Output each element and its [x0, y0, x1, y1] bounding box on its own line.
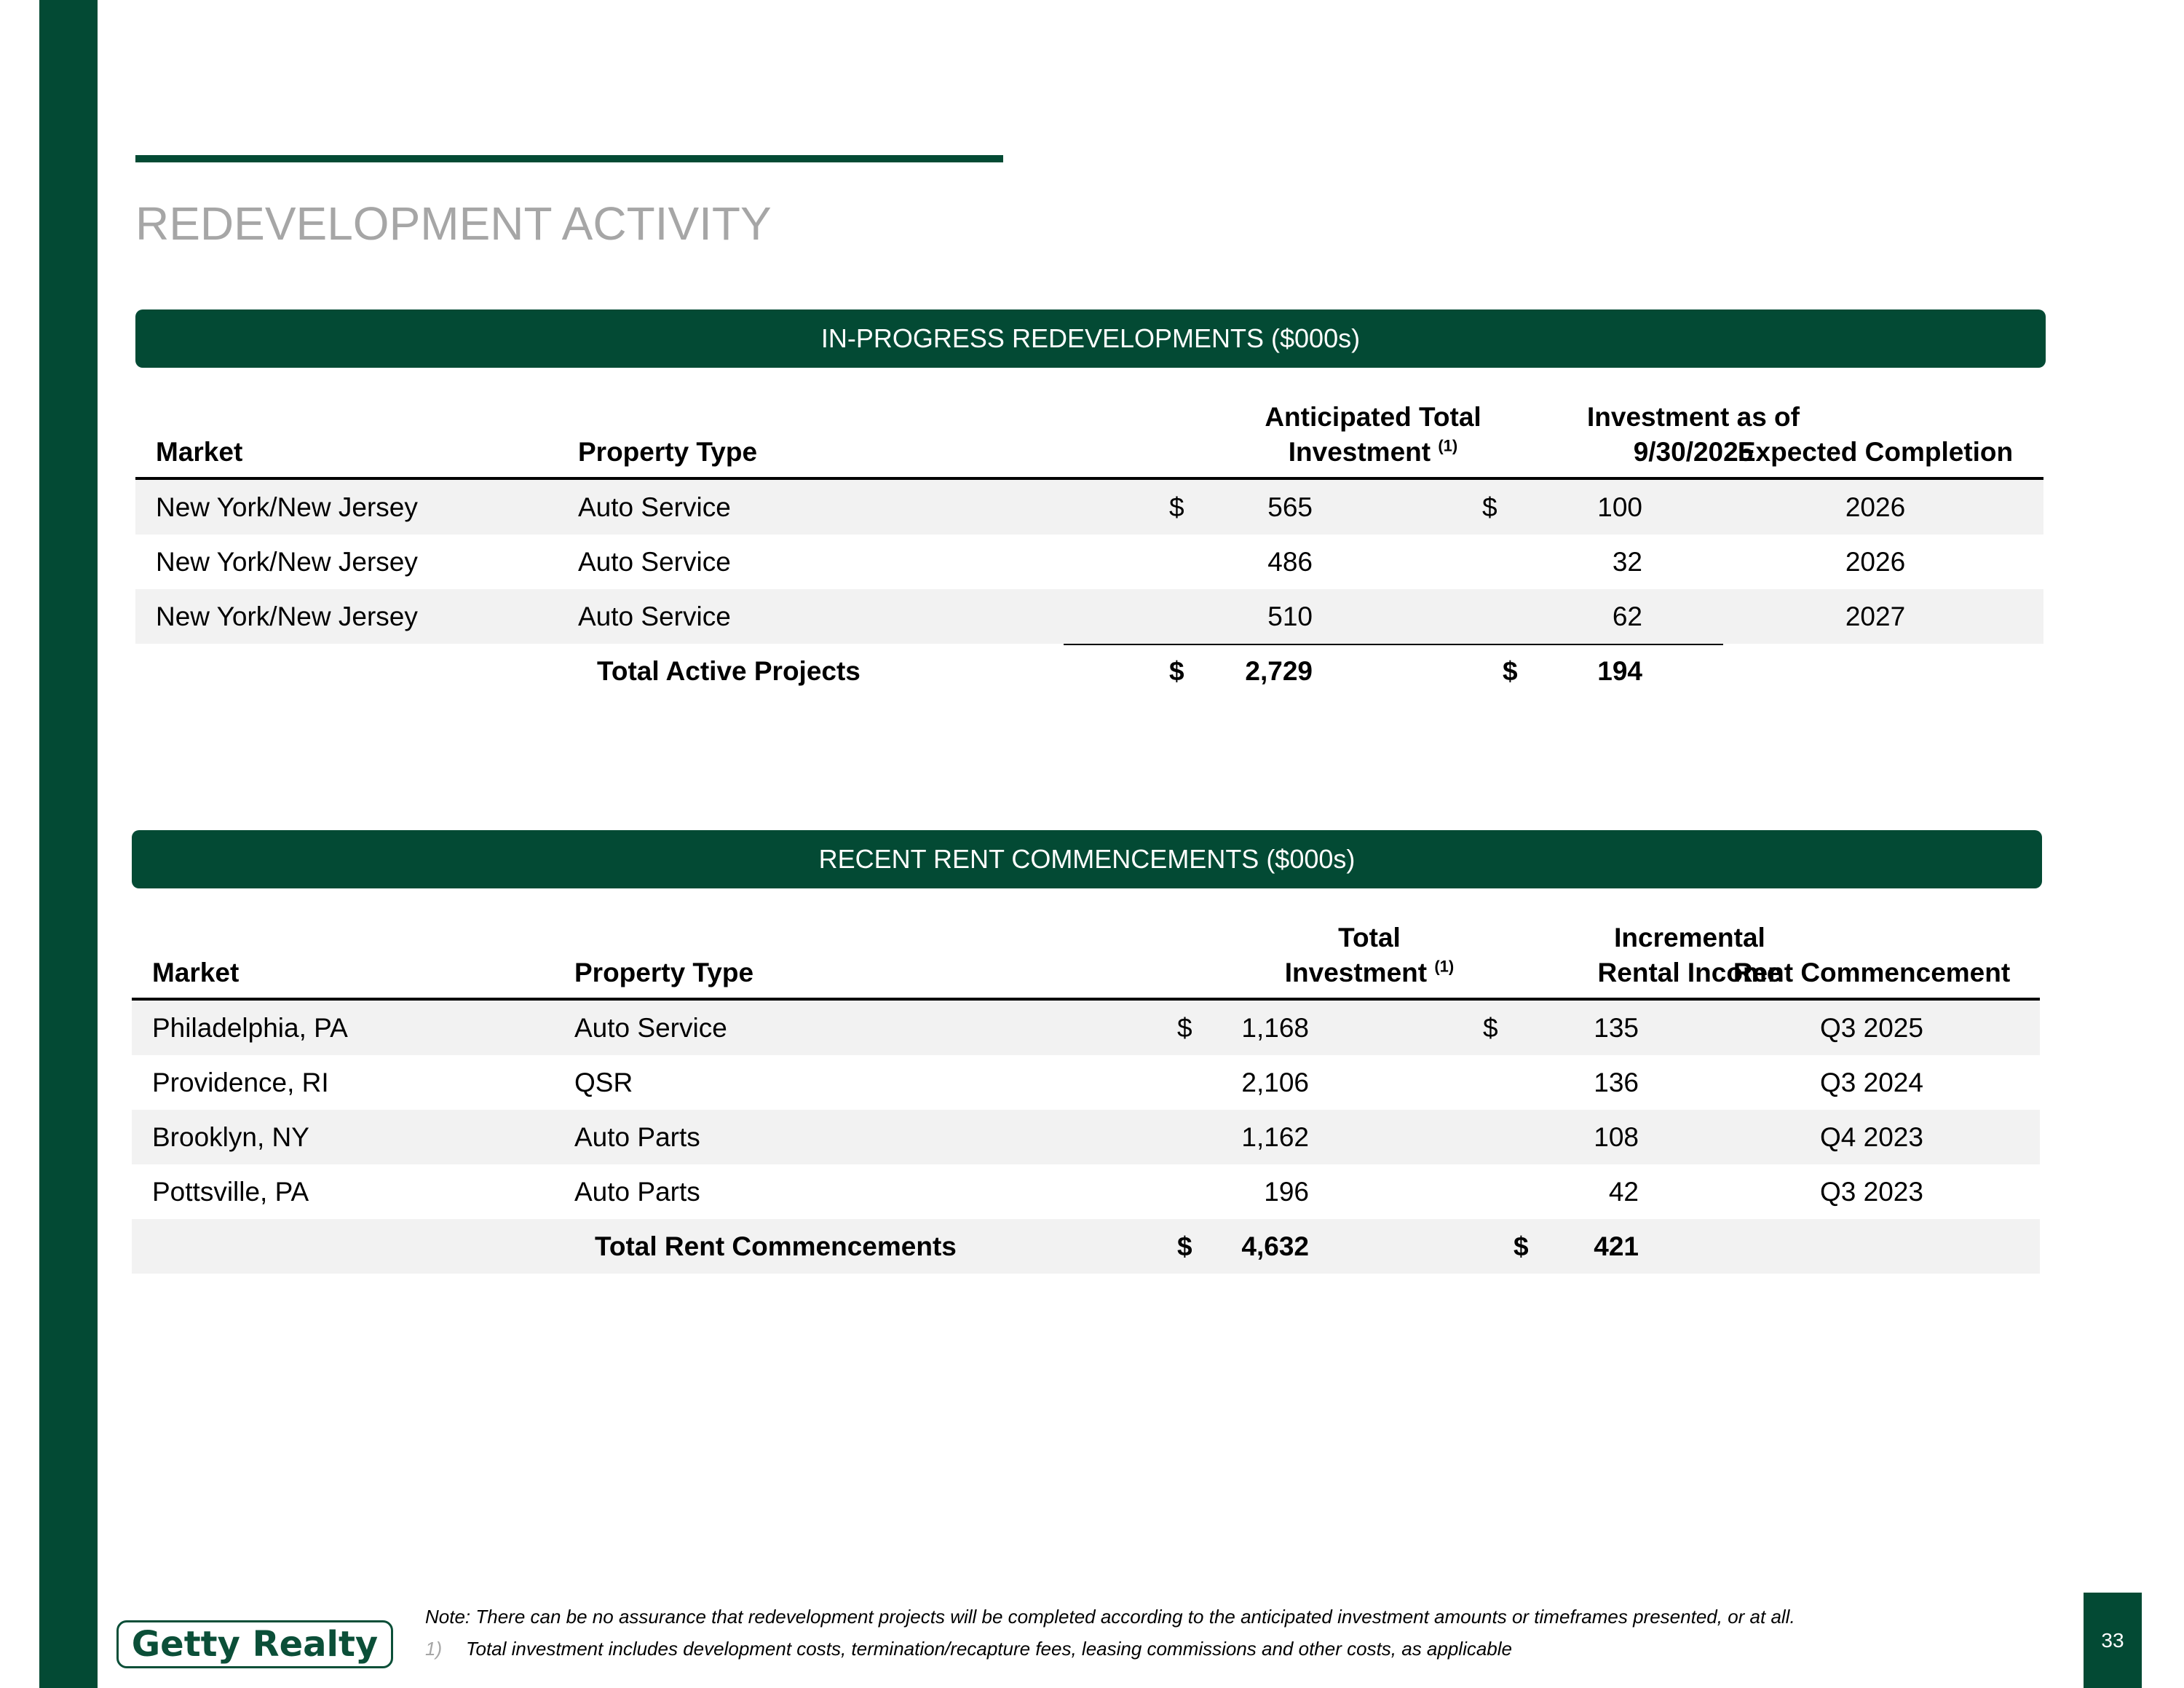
- cell-rent-commencement: Q3 2025: [1820, 1013, 1923, 1043]
- logo-text: Getty Realty: [131, 1624, 379, 1665]
- cell-rent-commencement: Q4 2023: [1820, 1122, 1923, 1152]
- cell-investment-as-of: 62: [1612, 602, 1642, 631]
- total-label: Total Rent Commencements: [595, 1231, 957, 1261]
- total-row: [132, 1219, 2040, 1274]
- total-anticipated-investment: 2,729: [1245, 656, 1313, 686]
- rent-commencements-banner: RECENT RENT COMMENCEMENTS ($000s): [132, 830, 2042, 888]
- cell-incremental-income: 136: [1594, 1068, 1639, 1097]
- company-logo: [116, 1620, 393, 1668]
- cell-rent-commencement: Q3 2023: [1820, 1177, 1923, 1207]
- table-row: [132, 1110, 2040, 1164]
- cell-property-type: Auto Service: [574, 1013, 727, 1043]
- in-progress-table: [135, 395, 2043, 698]
- cell-property-type: Auto Parts: [574, 1122, 700, 1152]
- header-market: Market: [156, 437, 243, 467]
- table-row: [135, 480, 2043, 535]
- table-row: [132, 1055, 2040, 1110]
- cell-currency: $: [1482, 492, 1497, 522]
- header-total-investment-line1: Total: [1338, 923, 1401, 953]
- footnote-ref: (1): [1434, 957, 1455, 976]
- cell-expected-completion: 2026: [1845, 547, 1906, 577]
- total-currency: $: [1514, 1231, 1529, 1261]
- total-currency: $: [1503, 656, 1518, 686]
- header-anticipated-investment-label: Investment: [1288, 437, 1431, 467]
- cell-market: New York/New Jersey: [156, 602, 418, 631]
- cell-property-type: Auto Parts: [574, 1177, 700, 1207]
- total-row: [135, 644, 2043, 698]
- cell-total-investment: 196: [1264, 1177, 1309, 1207]
- header-incremental-income-line2: Rental Income: [1597, 958, 1782, 987]
- cell-total-investment: 1,168: [1241, 1013, 1309, 1043]
- cell-total-investment: 2,106: [1241, 1068, 1309, 1097]
- cell-market: Philadelphia, PA: [152, 1013, 348, 1043]
- cell-market: Brooklyn, NY: [152, 1122, 309, 1152]
- cell-currency: $: [1169, 492, 1184, 522]
- cell-rent-commencement: Q3 2024: [1820, 1068, 1923, 1097]
- table-row: [132, 1001, 2040, 1055]
- total-investment-as-of: 194: [1597, 656, 1642, 686]
- cell-property-type: Auto Service: [578, 547, 731, 577]
- header-property-type: Property Type: [574, 958, 754, 987]
- header-anticipated-investment-line1: Anticipated Total: [1265, 402, 1481, 432]
- title-accent-line: [135, 155, 1003, 162]
- table-row: [135, 589, 2043, 644]
- cell-property-type: Auto Service: [578, 492, 731, 522]
- cell-currency: $: [1177, 1013, 1192, 1043]
- cell-property-type: QSR: [574, 1068, 633, 1097]
- disclaimer-note: Note: There can be no assurance that redevelopment projects will be completed according to the anticipated investment amounts or timeframes presented, or at all.: [425, 1606, 1795, 1628]
- cell-incremental-income: 108: [1594, 1122, 1639, 1152]
- total-currency: $: [1177, 1231, 1192, 1261]
- header-total-investment-label: Investment: [1284, 958, 1428, 987]
- footnote-number: 1): [425, 1638, 443, 1660]
- cell-market: Pottsville, PA: [152, 1177, 309, 1207]
- cell-total-investment: 1,162: [1241, 1122, 1309, 1152]
- cell-incremental-income: 135: [1594, 1013, 1639, 1043]
- table-row: [132, 1164, 2040, 1219]
- footnote-ref: (1): [1438, 436, 1458, 455]
- cell-market: Providence, RI: [152, 1068, 329, 1097]
- in-progress-banner: IN-PROGRESS REDEVELOPMENTS ($000s): [135, 309, 2046, 368]
- cell-expected-completion: 2026: [1845, 492, 1906, 522]
- total-incremental-income: 421: [1594, 1231, 1639, 1261]
- header-rent-commencement: Rent Commencement: [1733, 958, 2011, 987]
- header-incremental-income-line1: Incremental: [1614, 923, 1765, 953]
- table-header: [132, 916, 2040, 998]
- cell-market: New York/New Jersey: [156, 547, 418, 577]
- header-investment-as-of-line1: Investment as of: [1587, 402, 1800, 432]
- cell-expected-completion: 2027: [1845, 602, 1906, 631]
- cell-investment-as-of: 32: [1612, 547, 1642, 577]
- left-sidebar-bar: [39, 0, 98, 1688]
- cell-anticipated-investment: 565: [1267, 492, 1313, 522]
- header-investment-as-of-line2: 9/30/2025: [1633, 437, 1754, 467]
- table-row: [135, 535, 2043, 589]
- page-title: REDEVELOPMENT ACTIVITY: [135, 197, 772, 250]
- header-expected-completion: Expected Completion: [1737, 437, 2014, 467]
- total-investment: 4,632: [1241, 1231, 1309, 1261]
- cell-currency: $: [1483, 1013, 1498, 1043]
- cell-anticipated-investment: 486: [1267, 547, 1313, 577]
- cell-anticipated-investment: 510: [1267, 602, 1313, 631]
- cell-investment-as-of: 100: [1597, 492, 1642, 522]
- header-property-type: Property Type: [578, 437, 758, 467]
- total-currency: $: [1169, 656, 1184, 686]
- page-number: 33: [2084, 1593, 2142, 1688]
- footnote-text: Total investment includes development costs, termination/recapture fees, leasing commissions and other costs, as applicable: [466, 1638, 1513, 1660]
- table-header: [135, 395, 2043, 477]
- cell-market: New York/New Jersey: [156, 492, 418, 522]
- total-label: Total Active Projects: [597, 656, 860, 686]
- rent-commencements-table: [132, 916, 2040, 1274]
- cell-incremental-income: 42: [1608, 1177, 1639, 1207]
- header-market: Market: [152, 958, 240, 987]
- cell-property-type: Auto Service: [578, 602, 731, 631]
